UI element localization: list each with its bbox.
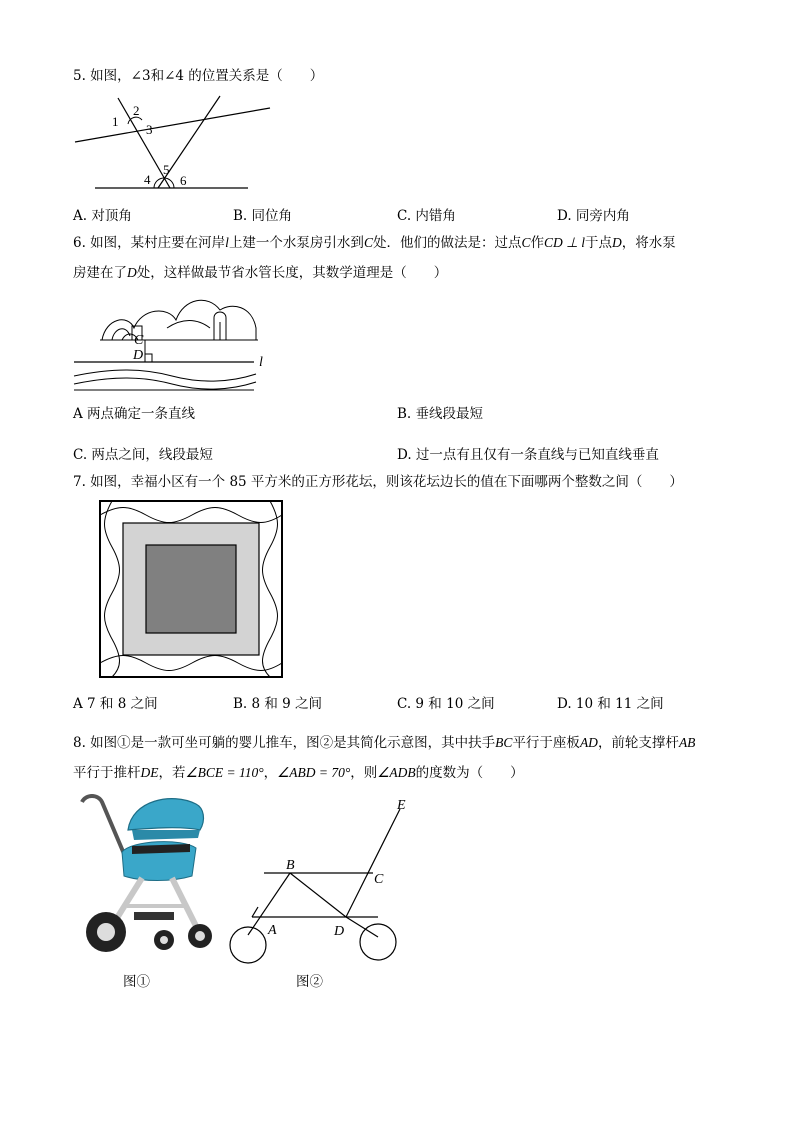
q5-label-2: 2: [133, 103, 140, 118]
q6-text: 上建一个水泵房引水到: [228, 235, 364, 251]
q8-text: 平行于推杆: [73, 765, 141, 781]
q5-label-6: 6: [180, 173, 187, 188]
q8-angle-bce: ∠BCE = 110°: [185, 765, 264, 780]
q6-var-l: l: [225, 235, 229, 250]
q8-angle-adb: ∠ADB: [377, 765, 416, 780]
q7-option-c[interactable]: C. 9 和 10 之间: [397, 696, 495, 712]
q8-stroller-canopy: [128, 799, 203, 830]
q6-option-d[interactable]: D. 过一点有且仅有一条直线与已知直线垂直: [397, 447, 659, 463]
q6-text: 作: [530, 235, 544, 251]
q8-segment-bd: [290, 873, 346, 917]
q8-segment-de: [346, 809, 400, 917]
q8-stroller-basket: [134, 912, 174, 920]
q8-text: 平行于座板: [512, 735, 580, 751]
q8-stem-line1: [73, 734, 695, 752]
q8-label-a: A: [268, 923, 277, 938]
q6-var-c: C: [363, 235, 373, 250]
q8-wheel-right: [360, 924, 396, 960]
q8-stroller-canopy-trim: [132, 830, 200, 840]
q5-figure: [70, 90, 330, 220]
q6-figure: [72, 288, 282, 398]
q5-line-top: [75, 108, 270, 142]
q6-option-b[interactable]: B. 垂线段最短: [397, 406, 484, 422]
q6-option-c[interactable]: C. 两点之间，线段最短: [73, 447, 213, 463]
q8-var-ab: AB: [678, 735, 696, 750]
q8-stem-line2: [73, 764, 524, 782]
q7-option-d[interactable]: D. 10 和 11 之间: [557, 696, 664, 712]
q8-stroller-photo: [72, 790, 212, 960]
q6-text: ，将水泵: [621, 235, 676, 251]
q8-seat-tail: [252, 907, 258, 917]
q8-var-de: DE: [140, 765, 159, 780]
q5-label-4: 4: [144, 172, 151, 187]
q6-river-wave: [74, 378, 256, 389]
q5-label-3: 3: [146, 122, 153, 137]
q6-hill-detail: [167, 321, 210, 329]
q6-label-l: l: [259, 355, 263, 370]
q5-stem: 5. 如图，∠3和∠4 的位置关系是（ ）: [73, 68, 324, 84]
q7-stem: 7. 如图，幸福小区有一个 85 平方米的正方形花坛，则该花坛边长的值在下面哪两个整数之间（ ）: [73, 474, 683, 490]
q8-schematic: [228, 795, 418, 975]
q7-option-b[interactable]: B. 8 和 9 之间: [233, 696, 323, 712]
q8-label-c: C: [374, 872, 384, 887]
q8-stroller-hub: [195, 931, 205, 941]
q8-text: ，前轮支撑杆: [597, 735, 679, 751]
q8-caption-figure-1: 图①: [123, 974, 150, 990]
q5-label-1: 1: [112, 114, 119, 129]
q6-stem-line2: [73, 264, 447, 282]
q8-var-ad: AD: [579, 735, 598, 750]
q5-option-a[interactable]: A. 对顶角: [73, 208, 132, 224]
q8-text: ，则: [350, 765, 378, 781]
q6-label-d: D: [133, 348, 144, 363]
q8-wheel-left: [230, 927, 266, 963]
q6-text: 于点: [584, 235, 612, 251]
q6-var-c: C: [521, 235, 531, 250]
q6-right-angle: [145, 354, 152, 362]
q8-stroller-frame: [172, 878, 197, 928]
q6-text: 房建在了: [73, 265, 127, 281]
q8-stroller-hub: [160, 936, 168, 944]
q7-option-a[interactable]: A 7 和 8 之间: [73, 696, 158, 712]
q8-label-b: B: [286, 858, 295, 873]
q6-text: 6. 如图，某村庄要在河岸: [73, 235, 226, 251]
q6-expr-cd-perp-l: CD ⊥ l: [543, 235, 585, 250]
q8-label-d: D: [334, 924, 345, 939]
q6-label-c: C: [134, 333, 144, 348]
q5-option-b[interactable]: B. 同位角: [233, 208, 293, 224]
q6-hills-outline: [102, 300, 256, 340]
q6-stem-line1: [73, 234, 676, 252]
q5-label-5: 5: [163, 162, 170, 177]
q6-var-d: D: [611, 235, 622, 250]
q8-text: 的度数为（ ）: [415, 765, 524, 781]
q5-option-c[interactable]: C. 内错角: [397, 208, 456, 224]
q6-text: 处，这样做最节省水管长度，其数学道理是（ ）: [136, 265, 448, 281]
q8-text: 8. 如图①是一款可坐可躺的婴儿推车，图②是其简化示意图，其中扶手: [73, 735, 496, 751]
q6-option-a[interactable]: A 两点确定一条直线: [73, 406, 196, 422]
q8-label-e: E: [397, 798, 406, 813]
q7-inner-square: [146, 545, 236, 633]
q8-var-bc: BC: [495, 735, 513, 750]
q6-text: 处．他们的做法是：过点: [372, 235, 522, 251]
q8-text: ，: [263, 765, 278, 781]
q8-stroller-hub: [97, 923, 115, 941]
q8-angle-abd: ∠ABD = 70°: [277, 765, 351, 780]
q8-caption-figure-2: 图②: [296, 974, 323, 990]
q6-var-d: D: [127, 265, 137, 280]
q8-text: ，若: [158, 765, 186, 781]
q5-option-d[interactable]: D. 同旁内角: [557, 208, 630, 224]
q7-figure: [98, 499, 288, 681]
